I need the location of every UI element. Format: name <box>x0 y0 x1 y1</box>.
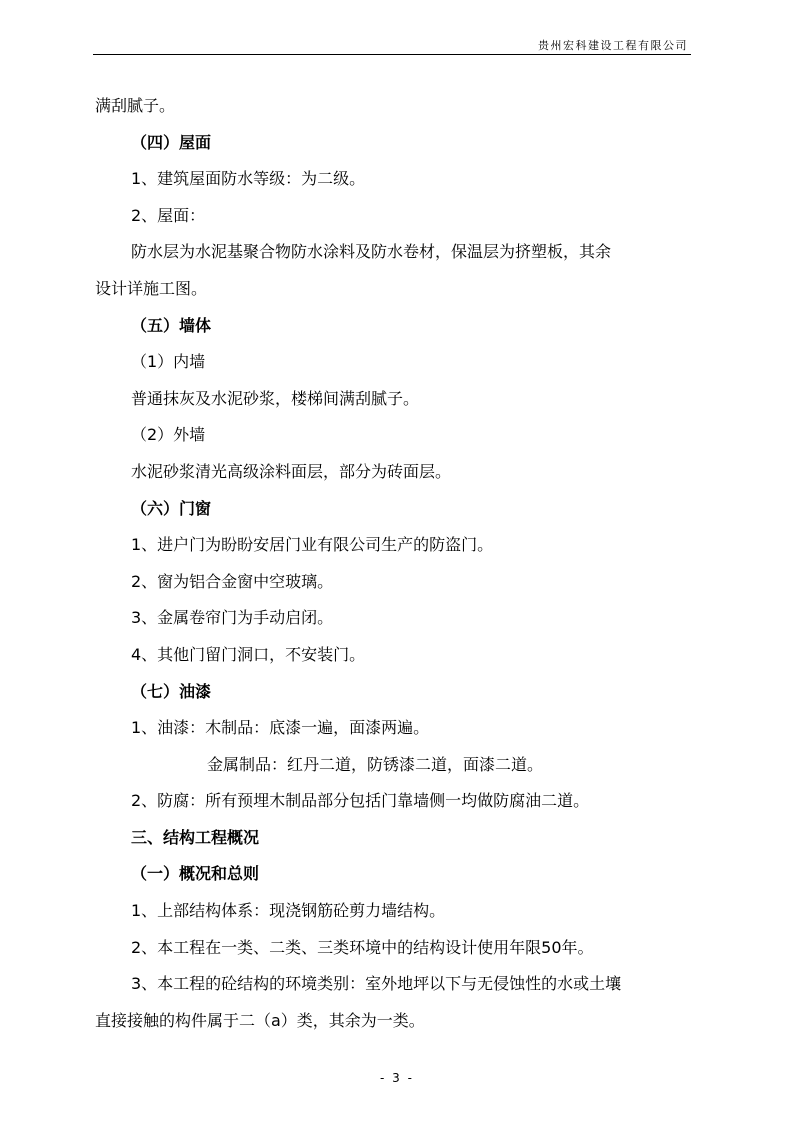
list-item: 1、上部结构体系：现浇钢筋砼剪力墙结构。 <box>131 901 446 921</box>
chapter-heading-structure: 三、结构工程概况 <box>131 827 260 847</box>
paragraph-line: 防水层为水泥基聚合物防水涂料及防水卷材，保温层为挤塑板，其余 <box>131 242 612 262</box>
list-item: 3、金属卷帘门为手动启闭。 <box>131 608 334 628</box>
section-heading-paint: （七）油漆 <box>131 681 212 701</box>
list-item: 1、进户门为盼盼安居门业有限公司生产的防盗门。 <box>131 535 494 555</box>
list-item-continuation: 金属制品：红丹二道，防锈漆二道，面漆二道。 <box>207 754 544 774</box>
company-name: 贵州宏科建设工程有限公司 <box>538 39 688 52</box>
page-header <box>0 0 794 60</box>
section-heading-overview: （一）概况和总则 <box>131 864 260 884</box>
header-divider <box>93 54 691 55</box>
paragraph-line: 设计详施工图。 <box>95 278 208 298</box>
list-item: 1、油漆：木制品：底漆一遍，面漆两遍。 <box>131 718 430 738</box>
page-number: - 3 - <box>380 1071 414 1085</box>
list-item: 1、建筑屋面防水等级：为二级。 <box>131 169 366 189</box>
list-item: 2、防腐：所有预埋木制品部分包括门靠墙侧一均做防腐油二道。 <box>131 791 590 811</box>
paragraph-line: 水泥砂浆清光高级涂料面层，部分为砖面层。 <box>131 461 452 481</box>
paragraph-continuation: 满刮腻子。 <box>95 96 176 115</box>
list-item: 2、窗为铝合金窗中空玻璃。 <box>131 571 334 591</box>
paragraph-line: 普通抹灰及水泥砂浆，楼梯间满刮腻子。 <box>131 388 420 408</box>
list-item: 2、屋面： <box>131 205 206 225</box>
list-item: 4、其他门留门洞口，不安装门。 <box>131 644 366 664</box>
section-heading-wall: （五）墙体 <box>131 315 212 335</box>
list-item: 2、本工程在一类、二类、三类环境中的结构设计使用年限50年。 <box>131 937 594 957</box>
list-item-continuation: 直接接触的构件属于二（a）类，其余为一类。 <box>95 1010 425 1030</box>
sub-heading: （1）内墙 <box>131 352 206 372</box>
section-heading-doors-windows: （六）门窗 <box>131 498 212 518</box>
sub-heading: （2）外墙 <box>131 425 206 445</box>
list-item: 3、本工程的砼结构的环境类别：室外地坪以下与无侵蚀性的水或土壤 <box>131 974 622 994</box>
section-heading-roof: （四）屋面 <box>131 132 212 152</box>
document-body <box>95 88 705 1039</box>
